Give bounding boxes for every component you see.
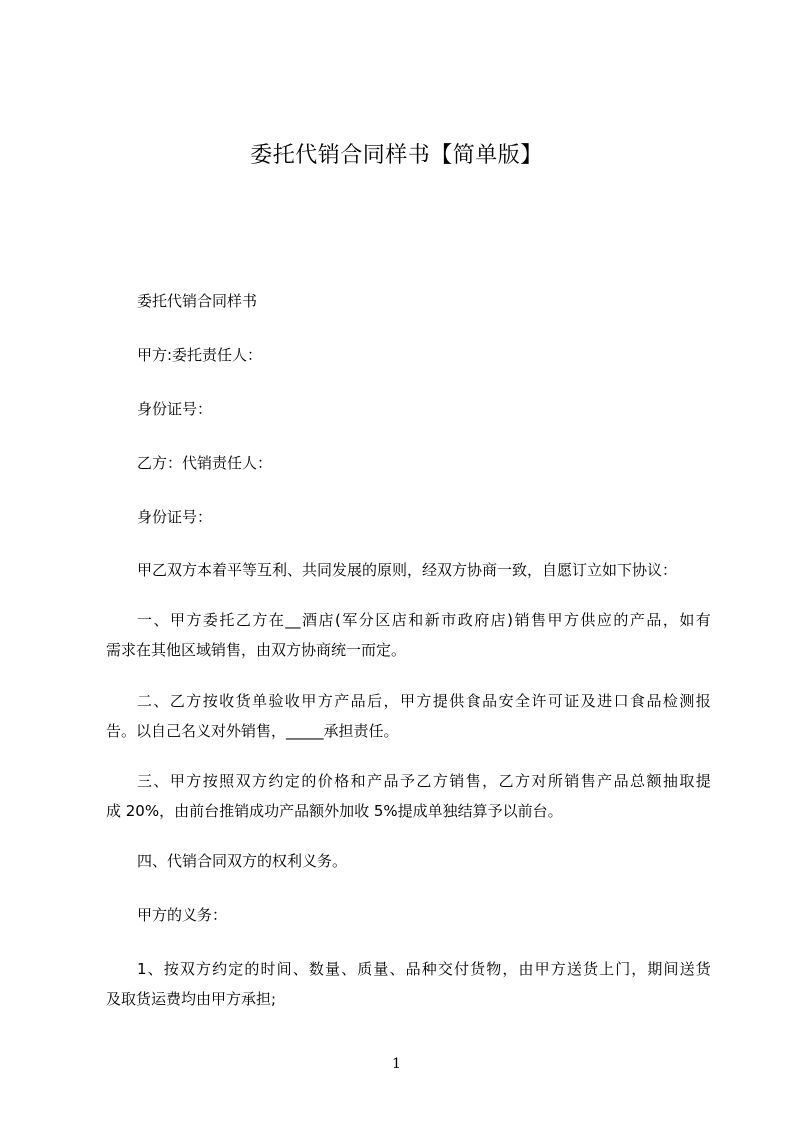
clause-1	[106, 605, 711, 665]
page-number: 1	[392, 1056, 401, 1072]
clause-3	[106, 766, 711, 826]
clause-2-line-1: 二、乙方按收货单验收甲方产品后，甲方提供食品安全许可证及进口食品检测报	[137, 692, 711, 710]
party-b-line: 乙方：代销责任人：	[137, 454, 273, 472]
obligation-1	[106, 954, 711, 1014]
document-title: 委托代销合同样书【简单版】	[250, 143, 543, 168]
party-a-id-line: 身份证号：	[137, 400, 213, 418]
rights-obligations-heading: 四、代销合同双方的权利义务。	[137, 852, 348, 870]
clause-3-line-2: 成 20%，由前台推销成功产品额外加收 5%提成单独结算予以前台。	[106, 802, 563, 820]
party-b-id-line: 身份证号：	[137, 508, 213, 526]
clause-3-line-1: 三、甲方按照双方约定的价格和产品予乙方销售，乙方对所销售产品总额抽取提	[137, 772, 711, 790]
obligation-1-line-2: 及取货运费均由甲方承担;	[106, 990, 277, 1008]
party-a-obligations-heading: 甲方的义务：	[137, 906, 228, 924]
clause-2	[106, 686, 711, 746]
obligation-1-line-1: 1、按双方约定的时间、数量、质量、品种交付货物，由甲方送货上门，期间送货	[137, 960, 711, 978]
party-a-line: 甲方:委托责任人：	[137, 346, 263, 364]
preamble-paragraph: 甲乙双方本着平等互利、共同发展的原则，经双方协商一致，自愿订立如下协议：	[137, 561, 678, 579]
clause-1-line-2: 需求在其他区域销售，由双方协商统一而定。	[106, 641, 407, 659]
clause-2-line-2: 告。以自己名义对外销售，_____承担责任。	[106, 722, 399, 740]
clause-1-line-1: 一、甲方委托乙方在__酒店(军分区店和新市政府店)销售甲方供应的产品，如有	[137, 611, 711, 629]
contract-name-line: 委托代销合同样书	[137, 292, 258, 310]
